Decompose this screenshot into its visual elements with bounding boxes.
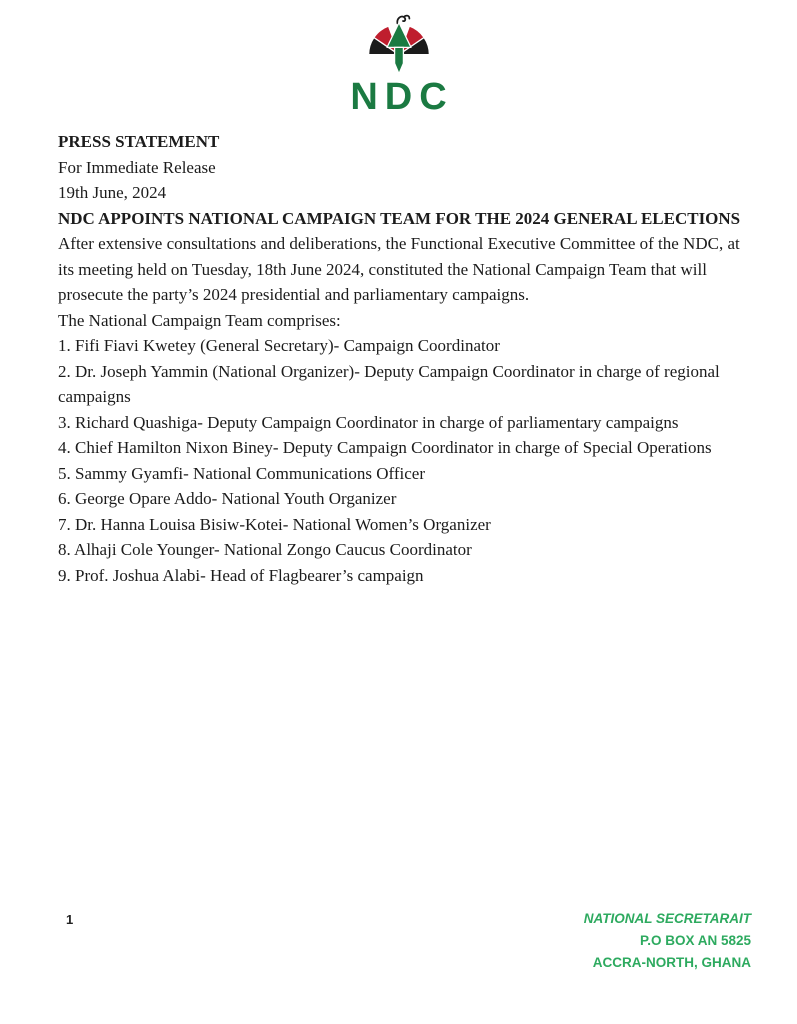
date-line: 19th June, 2024 [58, 183, 167, 202]
secretariat-name: NATIONAL SECRETARAIT [583, 911, 751, 926]
intro-paragraph: After extensive consultations and deliberations, the Functional Executive Committee of the NDC, at its meeting held on Tuesday, 18th June 2024, constituted the National Campaign Team that will prosecute the party’s 2024 presidential and parliamentary campaigns. [58, 234, 740, 304]
secretariat-location: ACCRA-NORTH, GHANA [592, 954, 751, 970]
ndc-logo [0, 0, 797, 118]
list-intro: The National Campaign Team comprises: [58, 310, 341, 330]
press-statement-title: PRESS STATEMENT [58, 132, 220, 151]
umbrella-icon [353, 13, 445, 77]
page-number: 1 [66, 912, 74, 927]
document-body [0, 115, 797, 588]
team-member-1: 1. Fifi Fiavi Kwetey (General Secretary)- Campaign Coordinator [58, 336, 500, 355]
secretariat-block [584, 908, 751, 974]
secretariat-po-box: P.O BOX AN 5825 [639, 932, 751, 948]
page-footer [0, 908, 797, 974]
release-line: For Immediate Release [58, 157, 216, 177]
logo-wordmark: NDC [350, 76, 454, 118]
team-member-7: 7. Dr. Hanna Louisa Bisiw-Kotei- National Women’s Organizer [58, 514, 491, 534]
team-member-4: 4. Chief Hamilton Nixon Biney- Deputy Campaign Coordinator in charge of Special Operations [58, 438, 712, 457]
team-member-9: 9. Prof. Joshua Alabi- Head of Flagbearer’s campaign [58, 565, 424, 585]
team-member-6: 6. George Opare Addo- National Youth Organizer [58, 489, 397, 508]
team-member-8: 8. Alhaji Cole Younger- National Zongo Caucus Coordinator [58, 540, 472, 559]
headline: NDC APPOINTS NATIONAL CAMPAIGN TEAM FOR THE 2024 GENERAL ELECTIONS [58, 208, 741, 228]
team-member-3: 3. Richard Quashiga- Deputy Campaign Coordinator in charge of parliamentary campaigns [58, 412, 679, 432]
team-member-5: 5. Sammy Gyamfi- National Communications Officer [58, 463, 426, 483]
team-member-2: 2. Dr. Joseph Yammin (National Organizer)- Deputy Campaign Coordinator in charge of regional campaigns [58, 361, 720, 406]
